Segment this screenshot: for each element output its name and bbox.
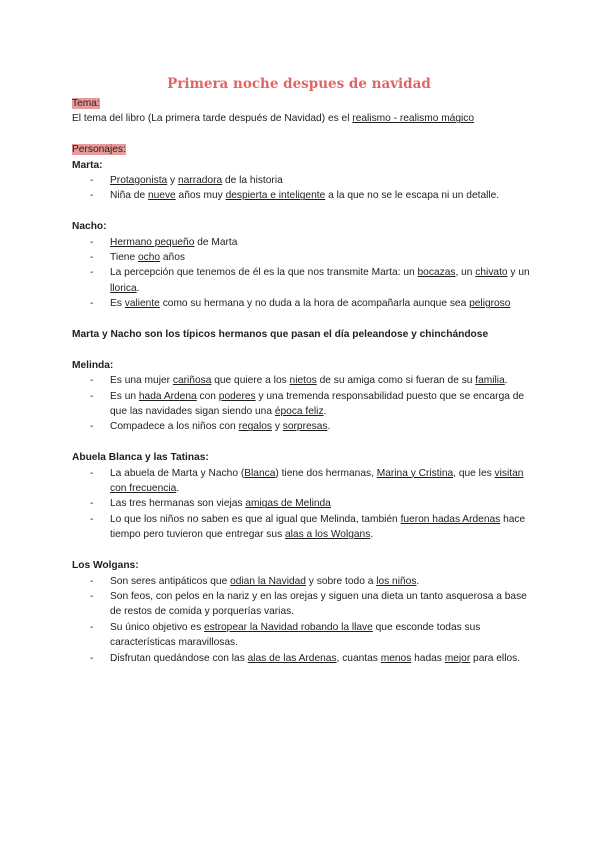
tema-paragraph (72, 111, 532, 126)
list-item: - Es valiente como su hermana y no duda a la hora de acompañarla aunque sea peligroso (72, 296, 532, 311)
marta-list (72, 173, 532, 204)
list-item: - Protagonista y narradora de la historia (72, 173, 532, 188)
personajes-heading: Personajes: (72, 144, 126, 156)
personajes-heading-line (72, 142, 532, 157)
tema-text-underlined: realismo - realismo mágico (352, 113, 475, 125)
wolgans-heading: Los Wolgans: (72, 560, 139, 572)
list-item: - Es un hada Ardena con poderes y una tremenda responsabilidad puesto que se encarga de que las navidades sigan siendo una época feliz. (72, 389, 532, 420)
hermanos-statement: Marta y Nacho son los típicos hermanos que pasan el día peleandose y chinchándose (72, 329, 489, 341)
document-page (72, 74, 532, 666)
list-item: - Las tres hermanas son viejas amigas de Melinda (72, 496, 532, 511)
list-item: - Niña de nueve años muy despierta e inteligente a la que no se le escapa ni un detalle. (72, 188, 532, 203)
melinda-list (72, 373, 532, 435)
list-item: - Lo que los niños no saben es que al igual que Melinda, también fueron hadas Ardenas hace tiempo pero tuvieron que entregar sus alas a los Wolgans. (72, 512, 532, 543)
list-item: - Disfrutan quedándose con las alas de las Ardenas, cuantas menos hadas mejor para ellos. (72, 651, 532, 666)
list-item: - Es una mujer cariñosa que quiere a los nietos de su amiga como si fueran de su familia. (72, 373, 532, 388)
list-item: - Son feos, con pelos en la nariz y en las orejas y siguen una dieta un tanto asquerosa a base de restos de comida y porquerías varias. (72, 589, 532, 620)
marta-heading: Marta: (72, 159, 103, 171)
abuela-list (72, 466, 532, 543)
nacho-list (72, 235, 532, 312)
document-title: Primera noche despues de navidad (167, 76, 431, 92)
list-item: - Hermano pequeño de Marta (72, 235, 532, 250)
tema-heading: Tema: (72, 98, 100, 109)
list-item: - La percepción que tenemos de él es la que nos transmite Marta: un bocazas, un chivato y un llorica. (72, 265, 532, 296)
list-item: - Son seres antipáticos que odian la Navidad y sobre todo a los niños. (72, 574, 532, 589)
list-item: - Su único objetivo es estropear la Navidad robando la llave que esconde todas sus características maravillosas. (72, 620, 532, 651)
abuela-heading: Abuela Blanca y las Tatinas: (72, 452, 209, 464)
list-item: - Compadece a los niños con regalos y sorpresas. (72, 419, 532, 434)
melinda-heading: Melinda: (72, 359, 114, 371)
wolgans-list (72, 574, 532, 666)
tema-text: El tema del libro (La primera tarde después de Navidad) es el (72, 113, 353, 125)
nacho-heading: Nacho: (72, 221, 107, 233)
tema-heading-line (72, 96, 532, 111)
list-item: - Tiene ocho años (72, 250, 532, 265)
list-item: - La abuela de Marta y Nacho (Blanca) tiene dos hermanas, Marina y Cristina, que les visitan con frecuencia. (72, 466, 532, 497)
